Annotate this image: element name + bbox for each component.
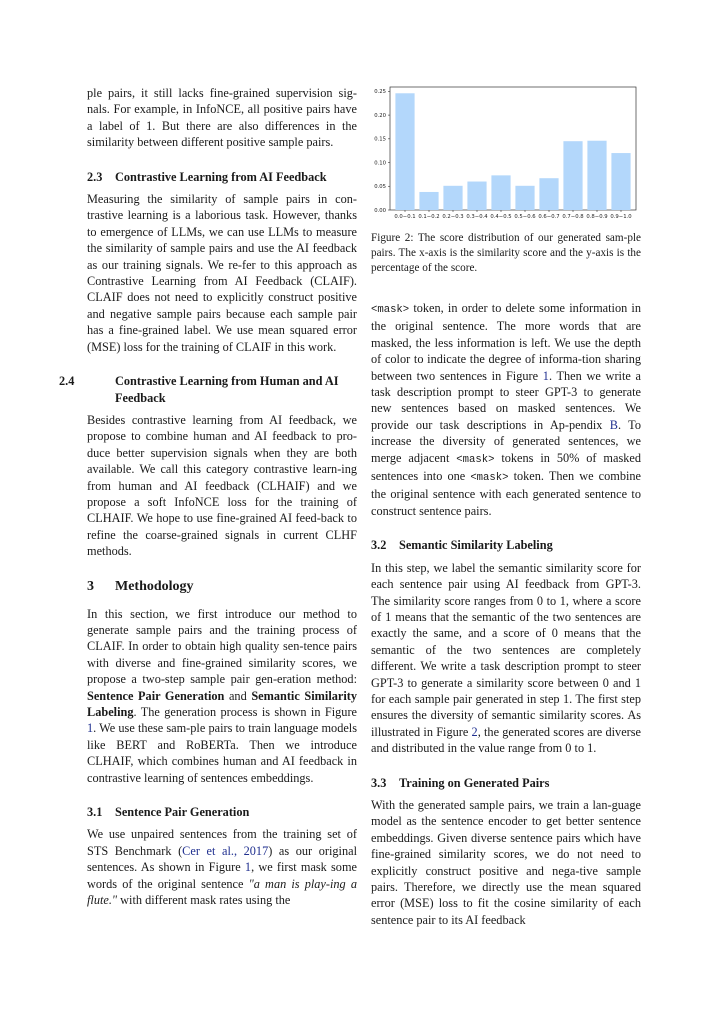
section-title: Semantic Similarity Labeling <box>399 538 553 553</box>
section-3-1-body <box>87 826 357 908</box>
figure-reference-link[interactable]: 2 <box>471 724 478 739</box>
quoted-sentence: "a man is play-ing a flute." <box>87 876 357 908</box>
section-3-2-body <box>371 560 641 757</box>
text-run: . Then we write a task description prompt to steer GPT-3 to generate new sentences based on masked sentences. We provide our task descriptions in Ap-pendix <box>371 368 642 432</box>
bar-0.0−0.1 <box>395 93 414 210</box>
bar-0.9−1.0 <box>611 153 630 210</box>
text-run: In this section, we first introduce our method to generate sample pairs and the training process of CLAIF. In order to obtain high quality sen-tence pairs with diverse and fine-grained similarity scores, we propose a two-step sample pair gen-eration method: <box>87 606 357 687</box>
bar-0.2−0.3 <box>443 186 462 210</box>
y-tick-label: 0.20 <box>374 112 386 119</box>
appendix-reference-link[interactable]: B <box>609 417 618 432</box>
y-tick-label: 0.15 <box>374 136 386 143</box>
text-run: token, in order to delete some information in the original sentence. The more words that are masked, the less information is left. We use the depth of color to indicate the degree of informa-tion sharing between two sentences in Figure <box>371 301 641 383</box>
figure-reference-link[interactable]: 1 <box>542 368 549 383</box>
bar-0.8−0.9 <box>587 141 606 210</box>
mask-token: <mask> <box>456 453 495 466</box>
section-2-4-body: Besides contrastive learning from AI feedback, we propose to combine human and AI feedback to pro-duce better supervision signals when they are both available. We call this category contrastive learn-ing from human and AI feedback (CLHAIF) and we propose a soft InfoNCE loss for the training of CLHAIF. We hope to use fine-grained AI feed-back to refine the coarse-grained signals in current CLHF methods. <box>87 412 357 559</box>
text-run: , the generated scores are diverse and distributed in the value range from 0 to 1. <box>371 724 641 756</box>
y-tick-label: 0.05 <box>374 184 386 191</box>
section-number: 2.4 <box>59 374 75 389</box>
section-3-2-heading <box>371 537 641 553</box>
section-number: 3.1 <box>87 805 103 820</box>
section-title: Sentence Pair Generation <box>115 805 250 820</box>
x-tick-label: 0.5−0.6 <box>514 214 536 220</box>
section-title: Methodology <box>115 578 194 594</box>
left-column <box>59 85 357 908</box>
x-tick-label: 0.4−0.5 <box>490 214 512 220</box>
mask-token: <mask> <box>371 304 410 316</box>
section-number: 3.2 <box>371 538 387 553</box>
x-axis <box>394 210 632 220</box>
text-run: token. Then we combine the original sentence with each generated sentence to construct sentence pairs. <box>371 469 641 518</box>
bar-0.7−0.8 <box>563 141 582 210</box>
section-number: 2.3 <box>87 169 103 184</box>
x-tick-label: 0.0−0.1 <box>394 214 416 220</box>
text-run: with different mask rates using the <box>117 893 291 908</box>
bar-0.6−0.7 <box>539 178 558 210</box>
citation-link[interactable]: Cer et al., 2017 <box>182 843 269 858</box>
figure-reference-link[interactable]: 1 <box>87 721 94 736</box>
bar-0.4−0.5 <box>491 175 510 210</box>
text-run: . To increase the diversity of generated sentences, we merge adjacent <box>371 417 641 465</box>
bar-0.3−0.4 <box>467 182 486 210</box>
bold-term: Semantic Similarity Labeling <box>87 688 357 719</box>
x-tick-label: 0.2−0.3 <box>442 214 464 220</box>
x-tick-label: 0.7−0.8 <box>562 214 584 220</box>
right-column <box>371 300 641 928</box>
section-3-heading <box>87 578 357 596</box>
text-run: and <box>224 688 252 703</box>
bars <box>395 93 630 210</box>
section-number: 3.3 <box>371 775 387 790</box>
text-run: , we first mask some words of the original sentence <box>87 860 357 891</box>
mask-token: <mask> <box>470 472 509 485</box>
y-tick-label: 0.25 <box>374 89 386 96</box>
x-tick-label: 0.1−0.2 <box>418 214 440 220</box>
section-number: 3 <box>87 578 94 594</box>
bold-term: Sentence Pair Generation <box>87 688 225 703</box>
text-run: . The generation process is shown in Figure <box>133 705 357 719</box>
text-run: In this step, we label the semantic similarity score for each sentence pair using AI feedback from GPT-3. The similarity score ranges from 0 to 1, where a score of 1 means that the semantic of the two sentences are exactly the same, and a score of 0 means that the semantic of the two sentences are completely different. We write a task description prompt to steer GPT-3 to generate a similarity score between 0 and 1 for each sample pair generated in step 1. The first step ensures the diversity of semantic similarity scores. As illustrated in Figure <box>371 560 641 739</box>
x-tick-label: 0.8−0.9 <box>586 214 608 220</box>
section-2-3-body: Measuring the similarity of sample pairs in con-trastive learning is a laborious task. However, thanks to emergence of LLMs, we can use LLMs to measure the similarity of sample pairs and use the AI feedback as our training signals. We re-fer to this approach as Contrastive Learning from AI Feedback (CLAIF). CLAIF does not need to explicitly construct positive and negative sample pairs because each sample pair has a fine-grained label. We use mean squared error (MSE) loss for the training of CLAIF in this work. <box>87 192 357 354</box>
text-run: . We use these sam-ple pairs to train language models like BERT and RoBERTa. Then we introduce CLHAIF, which combines human and AI feedback in contrastive learning of sentences embeddings. <box>87 721 357 785</box>
y-axis <box>374 89 390 214</box>
y-tick-label: 0.00 <box>374 207 386 214</box>
section-title: Training on Generated Pairs <box>399 775 550 790</box>
section-2-4-heading <box>59 373 357 406</box>
text-run: tokens in 50% of masked sentences into one <box>371 450 641 484</box>
x-tick-label: 0.6−0.7 <box>538 214 560 220</box>
section-3-1-heading <box>87 804 357 820</box>
section-title: Contrastive Learning from AI Feedback <box>115 169 327 184</box>
section-3-3-body: With the generated sample pairs, we train a lan-guage model as the sentence encoder to get better sentence embeddings. Given diverse sentence pairs which have fine-grained similarity scores, we do not need to explicitly construct positive and nega-tive sample pairs. Therefore, we directly use the mean squared error (MSE) loss to fit the cosine similarity of each sentence pair to its AI feedback <box>371 797 641 927</box>
x-tick-label: 0.9−1.0 <box>610 214 632 220</box>
section-3-3-heading <box>371 775 641 791</box>
section-title: Contrastive Learning from Human and AI Feedback <box>115 374 339 405</box>
figure-2 <box>365 84 650 229</box>
bar-0.5−0.6 <box>515 186 534 210</box>
text-run: ) as our original sentences. As shown in Figure <box>87 843 357 875</box>
score-distribution-chart <box>365 84 650 229</box>
continuation-paragraph <box>371 300 641 519</box>
x-tick-label: 0.3−0.4 <box>466 214 488 220</box>
figure-reference-link[interactable]: 1 <box>244 860 252 875</box>
bar-0.1−0.2 <box>419 192 438 210</box>
intro-paragraph: ple pairs, it still lacks fine-grained supervision sig-nals. For example, in InfoNCE, all positive pairs have a label of 1. But there are also differences in the similarity between different positive sample pairs. <box>87 86 357 150</box>
text-run: We use unpaired sentences from the training set of STS Benchmark ( <box>87 827 357 858</box>
y-tick-label: 0.10 <box>374 160 386 167</box>
figure-2-caption: Figure 2: The score distribution of our generated sam-ple pairs. The x-axis is the similarity score and the y-axis is the percentage of the score. <box>371 232 641 274</box>
section-3-body <box>87 606 357 786</box>
section-2-3-heading <box>87 169 357 185</box>
